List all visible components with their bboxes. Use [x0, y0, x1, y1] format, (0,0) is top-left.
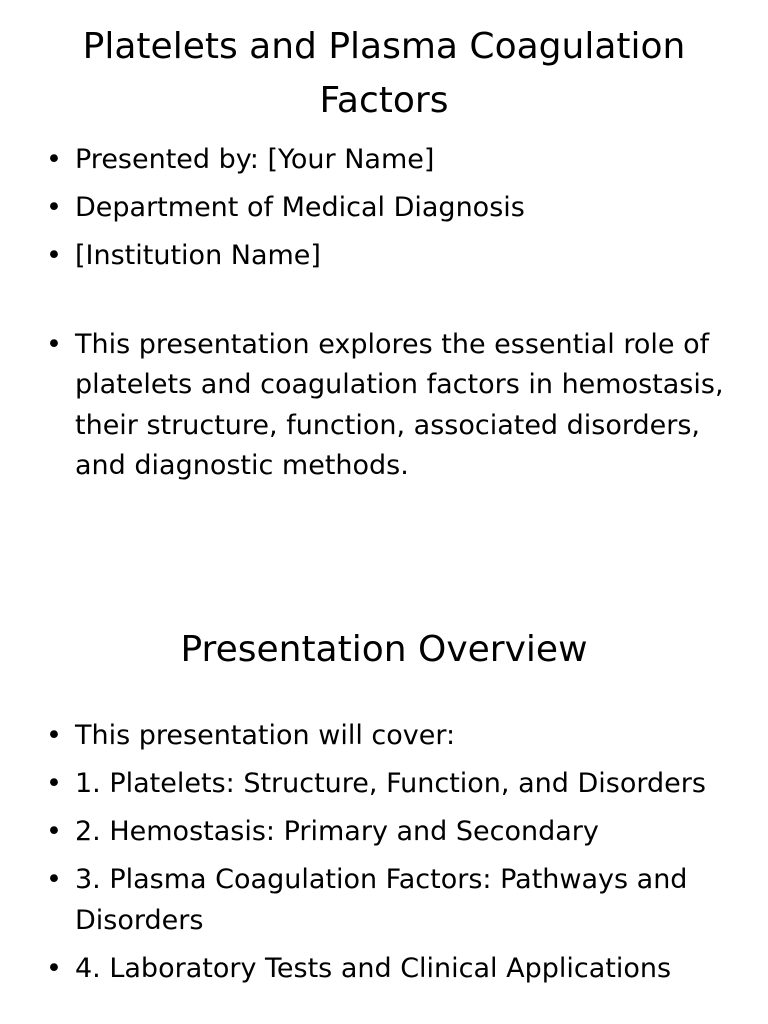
- bullet-list: [46, 140, 736, 494]
- bullet-topic-2: • 2. Hemostasis: Primary and Secondary: [46, 812, 736, 853]
- bullet-description: • This presentation explores the essential role of platelets and coagulation factors in hemostasis, their structure, function, associated disorders, and diagnostic methods.: [46, 325, 736, 487]
- bullet-department: • Department of Medical Diagnosis: [46, 188, 736, 229]
- bullet-list: [46, 716, 736, 997]
- bullet-topic-4: • 4. Laboratory Tests and Clinical Applications: [46, 949, 736, 990]
- bullet-institution: • [Institution Name]: [46, 236, 736, 277]
- bullet-topic-3: • 3. Plasma Coagulation Factors: Pathways and Disorders: [46, 860, 736, 941]
- slide-title: Platelets and Plasma Coagulation Factors: [82, 26, 686, 121]
- slide-title: Presentation Overview: [180, 629, 588, 670]
- bullet-presenter: • Presented by: [Your Name]: [46, 140, 736, 181]
- bullet-topic-1: • 1. Platelets: Structure, Function, and Disorders: [46, 764, 736, 805]
- bullet-intro: • This presentation will cover:: [46, 716, 736, 757]
